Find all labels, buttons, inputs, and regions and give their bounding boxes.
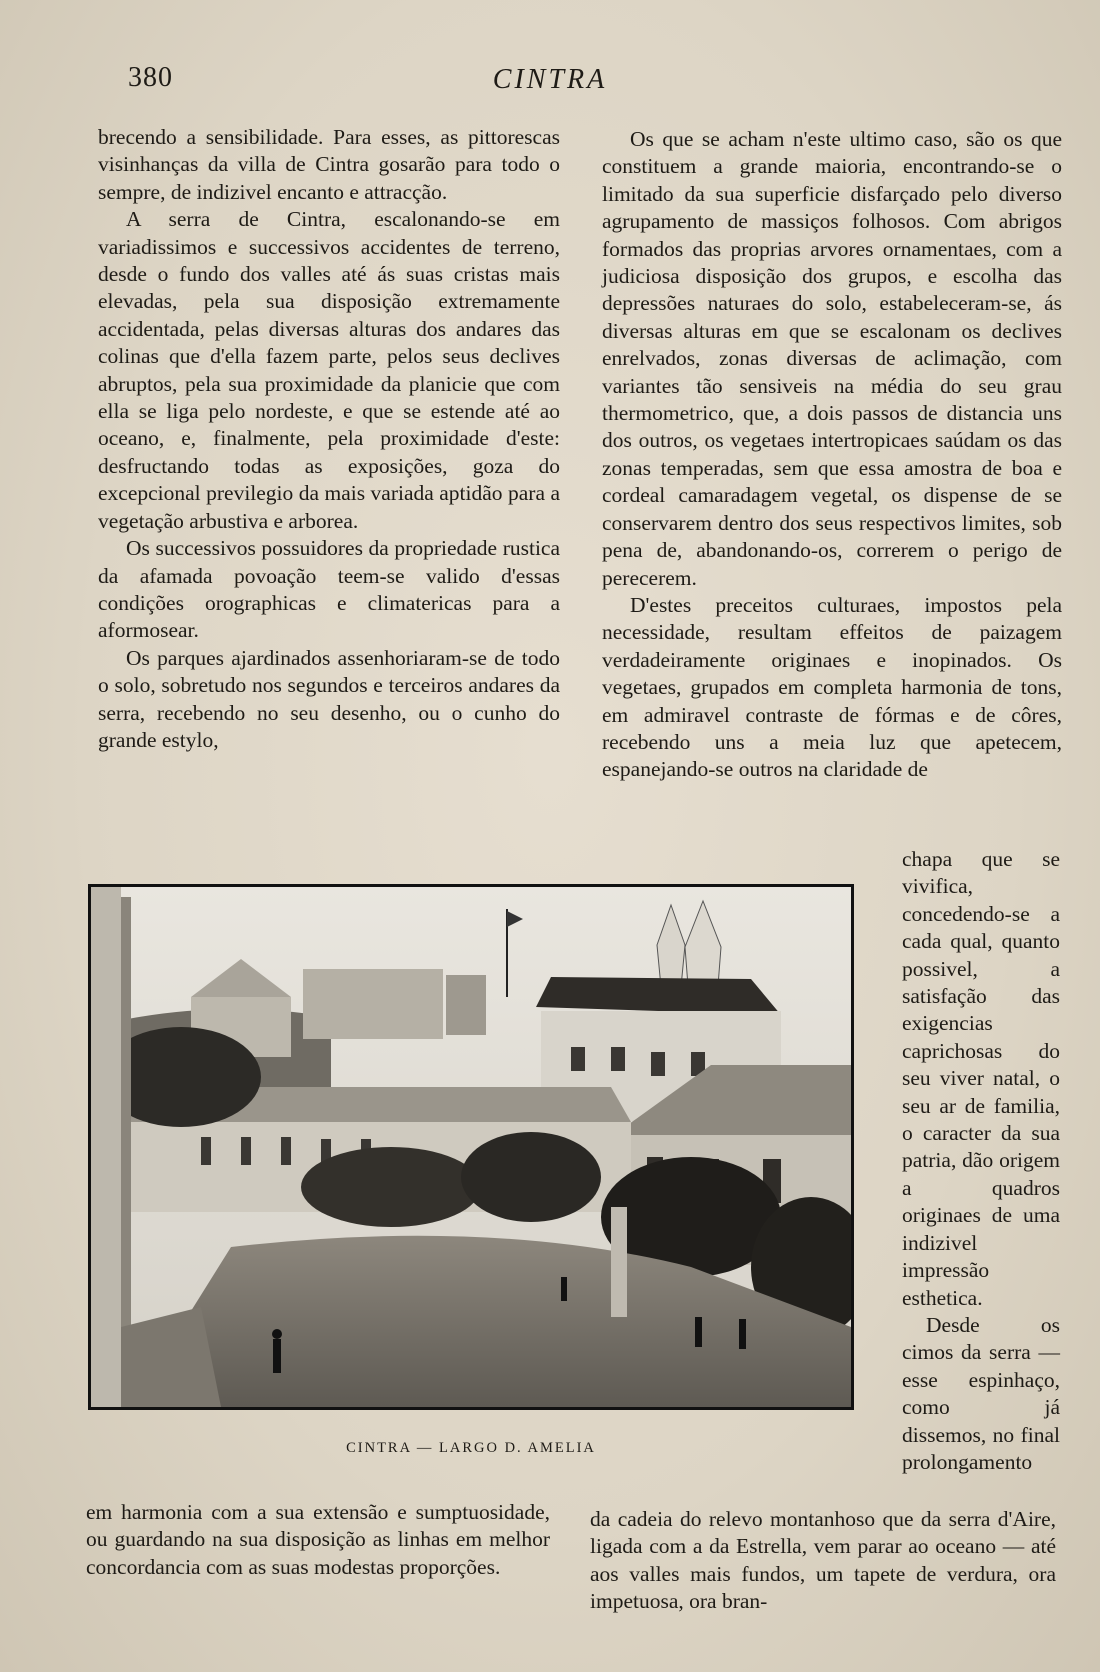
right-column (602, 126, 1062, 784)
paragraph: Os parques ajardinados assenhoriaram-se de todo o solo, sobretudo nos segundos e terceiros andares da serra, recebendo no seu desenho, ou o cunho do grande estylo, (98, 645, 560, 752)
running-title: CINTRA (492, 64, 608, 95)
bottom-left-text (86, 1499, 550, 1581)
paragraph: Desde os cimos da serra — esse espinhaço, como já dissemos, no final prolongamento (902, 1312, 1060, 1474)
paragraph: em harmonia com a sua extensão e sumptuosidade, ou guardando na sua disposição as linhas em melhor concordancia com as suas modestas proporções. (86, 1500, 550, 1579)
paragraph: brecendo a sensibilidade. Para esses, as pittorescas visinhanças da villa de Cintra gosarão para todo o sempre, de indizivel encanto e attracção. (98, 125, 560, 204)
figure-caption: CINTRA — LARGO D. AMELIA (346, 1440, 596, 1456)
page-number: 380 (128, 62, 173, 93)
bottom-right-text (590, 1506, 1056, 1616)
paragraph: Os que se acham n'este ultimo caso, são os que constituem a grande maioria, encontrando-se o limitado da sua superficie disfarçado pelo diverso agrupamento de massiços folhosos. Com abrigos formados das proprias arvores ornamentaes, com a judiciosa disposição dos grupos, e escolha das depressões naturaes do solo, estabeleceram-se, ás diversas alturas em que se escalonam os declives enrelvados, zonas diversas de aclimação, com variantes tão sensiveis na média do seu grau thermometrico, que, a dois passos de distancia uns dos outros, os vegetaes intertropicaes saúdam os das zonas temperadas, sem que essa amostra de boa e cordeal camaradagem vegetal, os dispense de se conservarem dentro dos seus respectivos limites, sob pena de, abandonando-os, correrem o perigo de perecerem. (602, 127, 1062, 590)
narrow-column-beside-figure (902, 846, 1060, 1476)
paragraph: Os successivos possuidores da propriedade rustica da afamada povoação teem-se valido d'essas condições orographicas e climatericas para a aformosear. (98, 536, 560, 643)
paragraph: A serra de Cintra, escalonando-se em variadissimos e successivos accidentes de terreno, desde o fundo dos valles até ás suas cristas mais elevadas, pela sua disposição extremamente accidentada, pelas diversas alturas dos andares das colinas que d'ella fazem parte, pelos seus declives abruptos, pela sua proximidade da planicie que com ella se liga pelo nordeste, e que se estende até ao oceano, e, finalmente, pela proximidade d'este: desfructando todas as exposições, goza do excepcional previlegio da mais variada aptidão para a vegetação arbustiva e arborea. (98, 207, 560, 533)
left-column (98, 124, 560, 754)
paragraph: da cadeia do relevo montanhoso que da serra d'Aire, ligada com a da Estrella, vem parar ao oceano — até aos valles mais fundos, um tapete de verdura, ora impetuosa, ora bran- (590, 1507, 1056, 1614)
paragraph: chapa que se vivifica, concedendo-se a cada qual, quanto possivel, a satisfação das exigencias caprichosas do seu viver natal, o seu ar de familia, o caracter da sua patria, dão origem a quadros originaes de uma indizivel impressão esthetica. (902, 847, 1060, 1310)
paragraph: D'estes preceitos culturaes, impostos pela necessidade, resultam effeitos de paizagem verdadeiramente originaes e inopinados. Os vegetaes, grupados em completa harmonia de tons, em admiravel contraste de fórmas e de côres, recebendo uns a meia luz que apetecem, espanejando-se outros na claridade de (602, 592, 1062, 782)
photograph-largo-d-amelia (88, 884, 854, 1410)
